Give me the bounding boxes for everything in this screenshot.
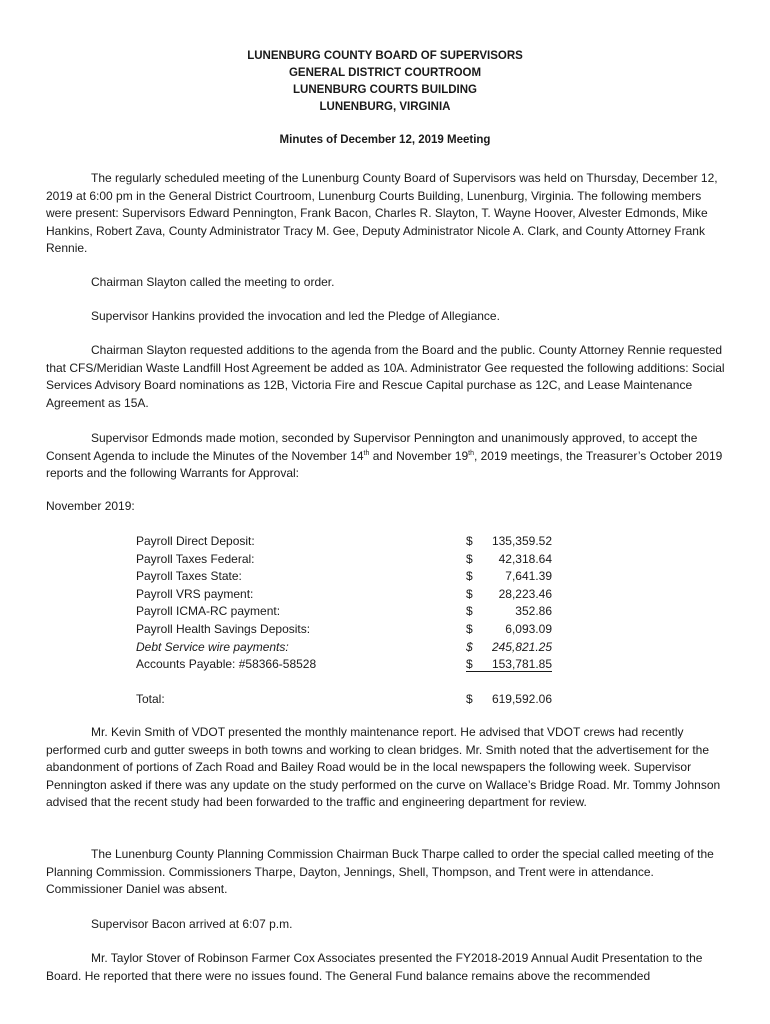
warrant-label: Payroll ICMA-RC payment: xyxy=(136,604,281,619)
warrant-label: Payroll VRS payment: xyxy=(136,586,254,601)
warrant-amount: 6,093.09 xyxy=(505,621,552,636)
consent-text-c: , 2019 meetings, the Treasurer’s October 2019 reports and the following Warrants for Approval: xyxy=(46,448,723,481)
warrant-label: Debt Service wire payments: xyxy=(136,639,289,654)
paragraph-audit-presentation: Mr. Taylor Stover of Robinson Farmer Cox Associates presented the FY2018-2019 Annual Audit Presentation to the Board. He reported that there were no issues found. The General Fund balance remains above the recommended xyxy=(46,951,703,983)
warrant-label: Payroll Taxes Federal: xyxy=(136,551,255,566)
warrant-amount: 153,781.85 xyxy=(491,657,552,672)
paragraph-invocation: Supervisor Hankins provided the invocation and led the Pledge of Allegiance. xyxy=(91,309,500,323)
paragraph-bacon-arrival: Supervisor Bacon arrived at 6:07 p.m. xyxy=(91,917,293,931)
warrant-currency: $ xyxy=(466,604,473,619)
warrant-row xyxy=(136,533,556,551)
document-header xyxy=(0,48,770,116)
paragraph-agenda-additions: Chairman Slayton requested additions to the agenda from the Board and the public. County Attorney Rennie requested that CFS/Meridian Waste Landfill Host Agreement be added as 10A. Administrator Gee requested the following additions: Social Services Advisory Board nominations as 12B, Victoria Fire and Rescue Capital purchase as 12C, and Lease Maintenance Agreement as 15A. xyxy=(46,343,725,410)
warrant-currency: $ xyxy=(466,639,473,654)
total-amount: 619,592.06 xyxy=(491,692,552,707)
warrant-label: Payroll Direct Deposit: xyxy=(136,534,255,548)
total-currency: $ xyxy=(466,692,473,707)
warrant-amount: 352.86 xyxy=(515,604,552,619)
paragraph-call-to-order: Chairman Slayton called the meeting to order. xyxy=(91,275,335,289)
header-location: GENERAL DISTRICT COURTROOM xyxy=(288,67,482,79)
warrant-label: Accounts Payable: #58366-58528 xyxy=(136,657,317,672)
warrants-month-label: November 2019: xyxy=(46,499,135,513)
consent-text-b: and November 19 xyxy=(369,448,469,463)
consent-sup-2: th xyxy=(468,449,474,457)
paragraph-vdot-report: Mr. Kevin Smith of VDOT presented the monthly maintenance report. He advised that VDOT crews had recently performed curb and gutter sweeps in both towns and working to clean bridges. Mr. Smith noted that the advertisement for the abandonment of portions of Zach Road and Bailey Road would be in the local newspapers the following week. Supervisor Pennington asked if there was any update on the study performed on the curve on Wallace’s Bridge Road. Mr. Tommy Johnson advised that the recent study had been forwarded to the traffic and engineering department for review. xyxy=(46,725,721,810)
warrant-currency: $ xyxy=(466,569,473,584)
warrant-currency: $ xyxy=(466,534,473,548)
header-building: LUNENBURG COURTS BUILDING xyxy=(293,84,477,96)
warrant-label: Payroll Taxes State: xyxy=(136,569,242,584)
warrant-row xyxy=(136,639,556,657)
paragraph-planning-commission: The Lunenburg County Planning Commission Chairman Buck Tharpe called to order the special called meeting of the Planning Commission. Commissioners Tharpe, Dayton, Jennings, Shell, Thompson, and Trent were in attendance. Commissioner Daniel was absent. xyxy=(46,847,714,897)
warrant-row xyxy=(136,656,556,674)
warrant-amount: 42,318.64 xyxy=(498,551,552,566)
paragraph-consent-agenda xyxy=(46,430,726,483)
warrant-row xyxy=(136,586,556,604)
warrant-currency: $ xyxy=(466,586,473,601)
consent-sup-1: th xyxy=(363,449,370,457)
warrants-table xyxy=(136,533,556,709)
warrant-amount: 7,641.39 xyxy=(505,569,552,584)
consent-text-a: Supervisor Edmonds made motion, seconded by Supervisor Pennington and unanimously approved, to accept the Consent Agenda to include the Minutes of the November 14 xyxy=(46,431,698,463)
warrant-row xyxy=(136,603,556,621)
warrant-row xyxy=(136,621,556,639)
warrant-row xyxy=(136,568,556,586)
warrant-row xyxy=(136,551,556,569)
warrant-amount: 245,821.25 xyxy=(491,639,552,654)
warrant-amount: 135,359.52 xyxy=(491,534,552,548)
warrant-currency: $ xyxy=(466,657,473,672)
header-city: LUNENBURG, VIRGINIA xyxy=(319,101,451,113)
warrant-currency: $ xyxy=(466,621,473,636)
paragraph-meeting-intro: The regularly scheduled meeting of the Lunenburg County Board of Supervisors was held on Thursday, December 12, 2019 at 6:00 pm in the General District Courtroom, Lunenburg Courts Building, Lunenburg, Virginia. The following members were present: Supervisors Edward Pennington, Frank Bacon, Charles R. Slayton, T. Wayne Hoover, Alvester Edmonds, Mike Hankins, Robert Zava, County Administrator Tracy M. Gee, Deputy Administrator Nicole A. Clark, and County Attorney Frank Rennie. xyxy=(46,171,718,256)
total-label: Total: xyxy=(136,692,165,707)
header-board-name: LUNENBURG COUNTY BOARD OF SUPERVISORS xyxy=(247,50,523,62)
warrant-total-row xyxy=(136,691,556,709)
warrant-label: Payroll Health Savings Deposits: xyxy=(136,621,311,636)
warrant-amount: 28,223.46 xyxy=(498,586,552,601)
minutes-title: Minutes of December 12, 2019 Meeting xyxy=(279,134,491,146)
warrant-currency: $ xyxy=(466,551,473,566)
